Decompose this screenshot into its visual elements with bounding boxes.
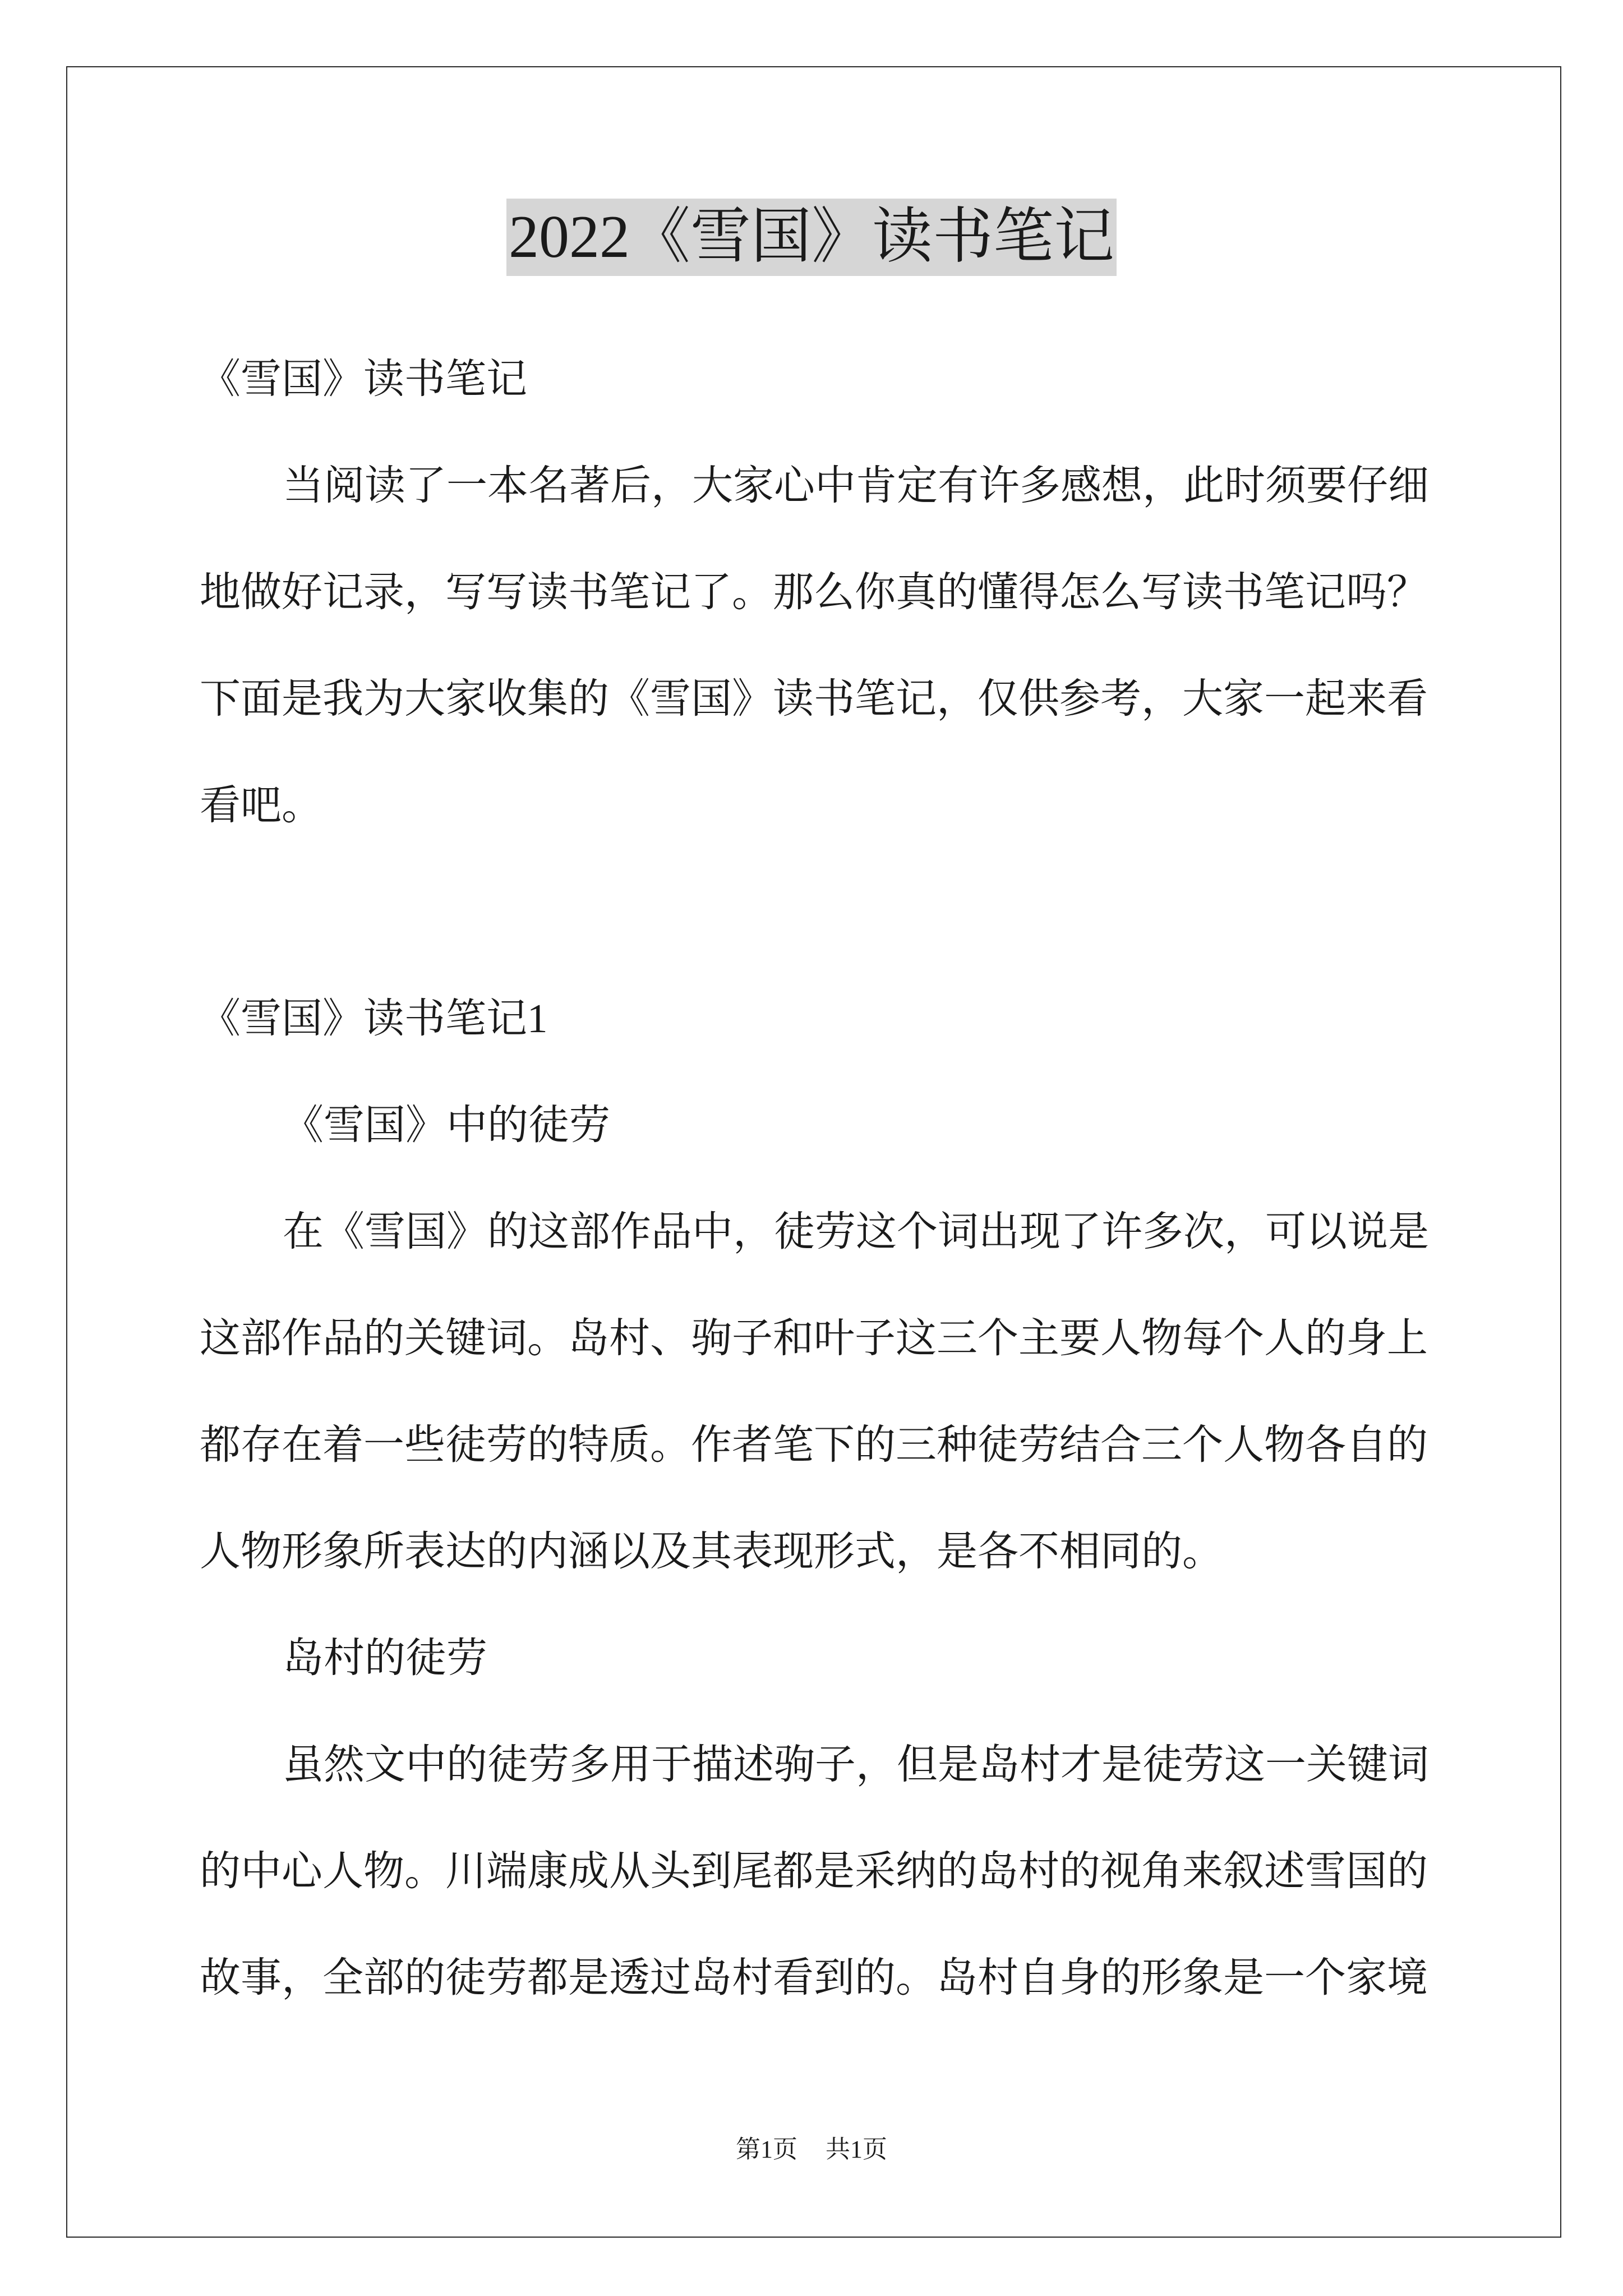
- page-number-total: 共1页: [826, 2136, 887, 2163]
- page-number-current: 第1页: [736, 2136, 797, 2163]
- paragraph-line: 地做好记录，写写读书笔记了。那么你真的懂得怎么写读书笔记吗？: [200, 569, 1428, 615]
- paragraph-line: 这部作品的关键词。岛村、驹子和叶子这三个主要人物每个人的身上: [200, 1315, 1428, 1361]
- paragraph-line: 故事，全部的徒劳都是透过岛村看到的。岛村自身的形象是一个家境: [200, 1955, 1428, 2000]
- intro-heading: 《雪国》读书笔记: [200, 356, 527, 402]
- paragraph-spacer: [200, 859, 1433, 965]
- paragraph-line: 虽然文中的徒劳多用于描述驹子，但是岛村才是徒劳这一关键词: [283, 1742, 1429, 1787]
- paragraph-line: 看吧。: [200, 783, 322, 828]
- paragraph-line: 下面是我为大家收集的《雪国》读书笔记，仅供参考，大家一起来看: [200, 676, 1428, 721]
- paragraph-line: 人物形象所表达的内涵以及其表现形式，是各不相同的。: [200, 1529, 1223, 1574]
- document-title: 2022《雪国》读书笔记: [506, 199, 1117, 276]
- paragraph-line: 在《雪国》的这部作品中，徒劳这个词出现了许多次，可以说是: [283, 1209, 1429, 1254]
- paragraph-line: 都存在着一些徒劳的特质。作者笔下的三种徒劳结合三个人物各自的: [200, 1422, 1428, 1467]
- page-footer: [0, 2134, 1623, 2165]
- section-heading: 岛村的徒劳: [283, 1635, 487, 1681]
- note-subheading: 《雪国》中的徒劳: [283, 1102, 610, 1148]
- note-heading: 《雪国》读书笔记1: [200, 996, 548, 1041]
- title-container: [0, 199, 1623, 276]
- paragraph-line: 的中心人物。川端康成从头到尾都是采纳的岛村的视角来叙述雪国的: [200, 1848, 1428, 1894]
- paragraph-line: 当阅读了一本名著后，大家心中肯定有许多感想，此时须要仔细: [283, 463, 1429, 508]
- document-body: [200, 326, 1433, 2031]
